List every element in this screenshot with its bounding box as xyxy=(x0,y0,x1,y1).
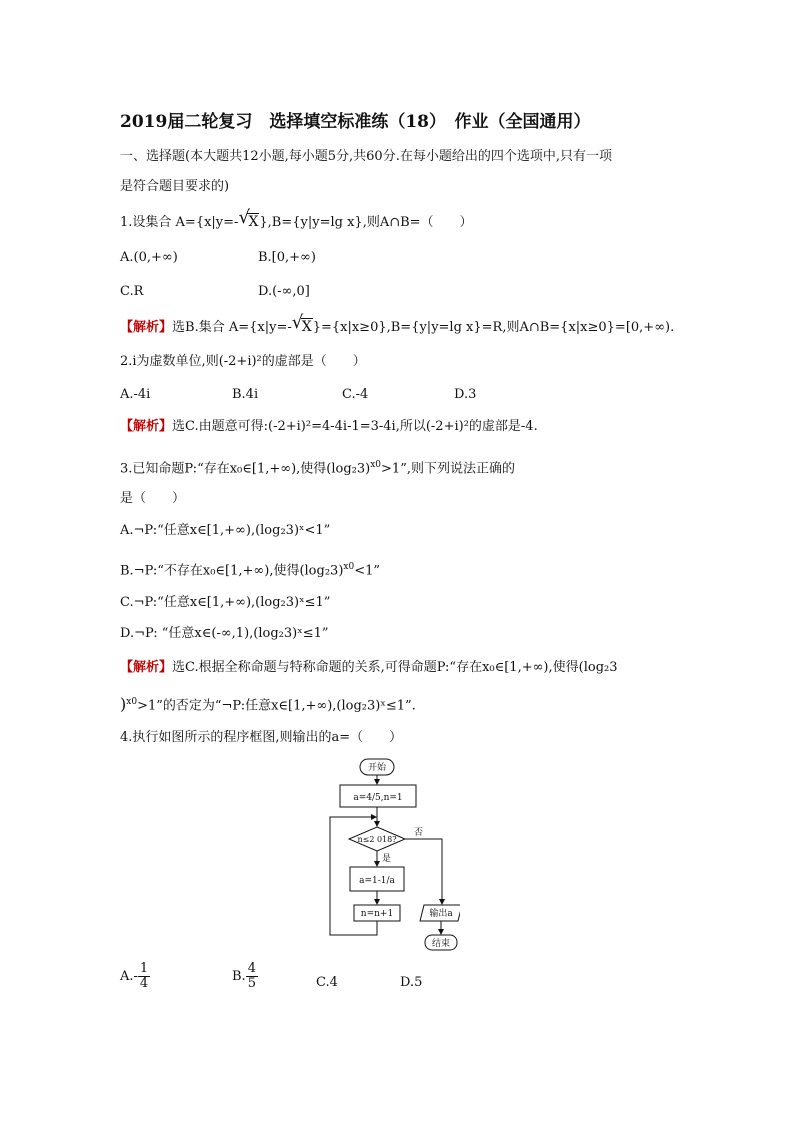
flow-no-label: 否 xyxy=(414,828,424,838)
q2-option-c: C.-4 xyxy=(342,387,369,402)
page-title: 2019届二轮复习 选择填空标准练（18） 作业（全国通用） xyxy=(120,112,591,132)
q4-option-d: D.5 xyxy=(400,975,423,990)
q3-stem-cont: 是（ ） xyxy=(120,491,186,506)
sqrt-symbol: √ X xyxy=(238,207,259,230)
q3-option-c: C.¬P:“任意x∈[1,+∞),(log₂3)ˣ≤1” xyxy=(120,595,331,610)
q2-analysis: 【解析】选C.由题意可得:(-2+i)²=4-4i-1=3-4i,所以(-2+i)²的虚部是-4. xyxy=(120,419,538,434)
flow-update-n-label: n=n+1 xyxy=(360,909,394,919)
q1-option-b: B.[0,+∞) xyxy=(258,250,316,265)
q4-stem: 4.执行如图所示的程序框图,则输出的a=（ ） xyxy=(120,730,403,745)
flow-init-label: a=4/5,n=1 xyxy=(353,793,403,803)
q3-stem: 3.已知命题P:“存在x₀∈[1,+∞),使得$(\log_23)^{x0}>1$”,则下列说法正确的 xyxy=(120,460,515,477)
q2-option-a: A.-4i xyxy=(120,387,151,402)
q3-analysis-line-1: 【解析】选C.根据全称命题与特称命题的关系,可得命题P:“存在x₀∈[1,+∞),使得(log₂3 xyxy=(120,660,618,675)
q4-option-b: B. $\frac{4}{5}$ xyxy=(232,961,256,991)
q3-analysis-line-2: )$^{x0}$>1”的否定为“¬P:任意x∈[1,+∞),(log₂3)ˣ≤1”. xyxy=(120,694,416,714)
q1-option-c: C.R xyxy=(120,284,144,299)
section-intro-line-1: 一、选择题(本大题共12小题,每小题5分,共60分.在每小题给出的四个选项中,只有一项 xyxy=(120,149,612,164)
program-flowchart xyxy=(320,755,460,955)
q2-option-d: D.3 xyxy=(454,387,477,402)
q3-option-d: D.¬P: “任意x∈(-∞,1),(log₂3)ˣ≤1” xyxy=(120,626,329,641)
q1-option-d: D.(-∞,0] xyxy=(258,284,310,299)
q2-option-b: B.4i xyxy=(232,387,259,402)
flow-yes-label: 是 xyxy=(382,854,392,864)
q4-option-a: A.- $\frac{1}{4}$ xyxy=(120,961,149,991)
flow-end-label: 结束 xyxy=(431,939,451,949)
section-intro-line-2: 是符合题目要求的) xyxy=(120,179,230,194)
q1-stem: 1.设集合 A={x|y=- √ X},B={y|y=lg x},则A∩B=（ ） xyxy=(120,207,473,230)
fraction: $\frac{4}{5}$ xyxy=(247,961,256,991)
q3-option-a: A.¬P:“任意x∈[1,+∞),(log₂3)ˣ<1” xyxy=(120,523,331,538)
q2-stem: 2.i为虚数单位,则(-2+i)²的虚部是（ ） xyxy=(120,354,366,369)
flow-condition-label: n≤2 018? xyxy=(357,835,397,844)
sqrt-symbol: √ X xyxy=(291,312,312,335)
q1-option-a: A.(0,+∞) xyxy=(120,250,178,265)
q4-option-c: C.4 xyxy=(316,975,338,990)
flow-start-label: 开始 xyxy=(367,763,387,773)
flow-update-a-label: a=1-1/a xyxy=(359,876,395,886)
q1-analysis: 【解析】选B.集合 A={x|y=- √ X}={x|x≥0},B={y|y=lg x}=R,则A∩B={x|x≥0}=[0,+∞). xyxy=(120,312,675,335)
fraction: $\frac{1}{4}$ xyxy=(139,961,149,991)
flow-output-label: 输出a xyxy=(429,909,453,919)
q3-option-b: B.¬P:“不存在x₀∈[1,+∞),使得$(\log_23)^{x0}<1$” xyxy=(120,562,381,579)
